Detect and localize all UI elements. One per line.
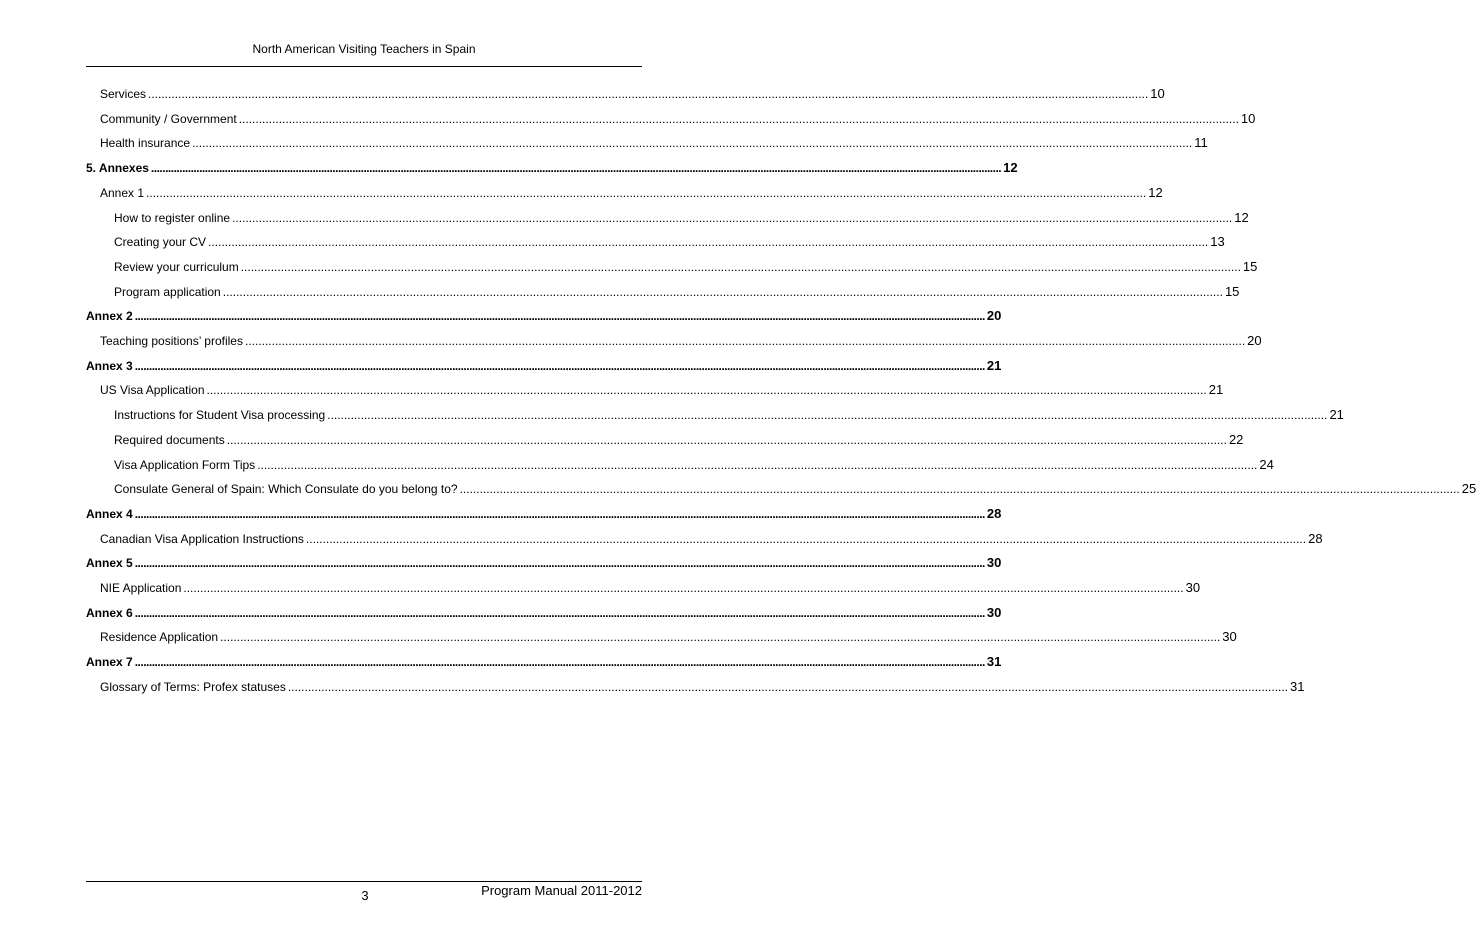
toc-entry[interactable] [86, 505, 1002, 526]
toc-entry-page: 31 [986, 654, 1002, 670]
toc-entry-label: Community / Government [100, 111, 237, 126]
toc-entry-label: US Visa Application [100, 383, 205, 398]
toc-dot-leader: ............................................................................................................................................................................................................................................................................................................ [222, 284, 1223, 299]
toc-entry-page: 15 [1242, 258, 1258, 274]
toc-dot-leader: ............................................................................................................................................................................................................................................................................................................ [232, 210, 1233, 225]
toc-entry[interactable] [86, 110, 1256, 131]
toc-entry-label: Annex 1 [100, 185, 145, 200]
toc-dot-leader: ............................................................................................................................................................................................................................................................................................................ [287, 679, 1289, 694]
toc-entry[interactable] [86, 308, 1002, 328]
toc-dot-leader: ............................................................................................................................................................................................................................................................................................................ [257, 457, 1258, 472]
toc-entry-label: Residence Application [100, 630, 219, 645]
toc-dot-leader: ............................................................................................................................................................................................................................................................................................................ [146, 185, 1147, 200]
header-rule [86, 66, 642, 67]
toc-dot-leader: ............................................................................................................................................................................................................................................................................................................ [238, 111, 1239, 126]
toc-dot-leader: ............................................................................................................................................................................................................................................................................................................ [134, 605, 985, 620]
toc-entry-page: 10 [1240, 110, 1256, 126]
toc-entry-page: 21 [986, 357, 1002, 373]
toc-entry-page: 15 [1224, 283, 1240, 299]
toc-entry-label: Creating your CV [114, 235, 207, 250]
toc-dot-leader: ............................................................................................................................................................................................................................................................................................................ [459, 482, 1460, 497]
toc-dot-leader: ............................................................................................................................................................................................................................................................................................................ [226, 432, 1227, 447]
toc-entry[interactable] [86, 629, 1237, 649]
toc-entry[interactable] [86, 382, 1224, 402]
toc-entry[interactable] [86, 530, 1323, 551]
toc-entry-page: 30 [1185, 580, 1201, 595]
toc-dot-leader: ............................................................................................................................................................................................................................................................................................................ [134, 309, 985, 324]
toc-entry-label: Annex 7 [86, 655, 133, 670]
toc-entry-page: 25 [1461, 481, 1476, 497]
toc-entry[interactable] [86, 431, 1244, 452]
toc-entry-label: Visa Application Form Tips [114, 457, 256, 472]
toc-dot-leader: ............................................................................................................................................................................................................................................................................................................ [327, 408, 1328, 423]
toc-entry-label: Annex 5 [86, 556, 133, 571]
toc-entry-page: 11 [1194, 135, 1208, 151]
toc-entry[interactable] [86, 283, 1240, 304]
toc-entry[interactable] [86, 234, 1225, 254]
toc-dot-leader: ............................................................................................................................................................................................................................................................................................................ [220, 630, 1221, 645]
toc-entry-label: Review your curriculum [114, 259, 239, 274]
toc-entry-label: Annex 6 [86, 605, 133, 620]
toc-dot-leader: ............................................................................................................................................................................................................................................................................................................ [208, 235, 1209, 250]
toc-entry-label: Annex 3 [86, 358, 133, 373]
toc-entry[interactable] [86, 86, 1165, 106]
toc-entry-label: Canadian Visa Application Instructions [100, 531, 304, 546]
toc-entry-label: 5. Annexes [86, 161, 149, 176]
toc-entry-label: Glossary of Terms: Profex statuses [100, 679, 286, 694]
toc-entry-page: 13 [1210, 234, 1225, 250]
page-number: 3 [361, 888, 369, 903]
toc-dot-leader: ............................................................................................................................................................................................................................................................................................................ [134, 506, 985, 521]
toc-entry[interactable] [86, 160, 1018, 180]
toc-entry-page: 20 [986, 308, 1002, 324]
toc-entry-label: How to register online [114, 210, 231, 225]
toc-entry-label: Program application [114, 284, 221, 299]
toc-entry-page: 12 [1234, 209, 1249, 225]
toc-entry[interactable] [86, 678, 1305, 699]
toc-dot-leader: ............................................................................................................................................................................................................................................................................................................ [134, 556, 985, 571]
toc-entry-label: Teaching positions’ profiles [100, 334, 243, 348]
toc-entry-page: 28 [986, 505, 1002, 521]
toc-entry-label: Health insurance [100, 136, 191, 151]
toc-entry-page: 10 [1150, 86, 1165, 101]
toc-entry[interactable] [86, 258, 1258, 279]
toc-entry-page: 30 [986, 555, 1002, 571]
toc-entry[interactable] [86, 456, 1274, 477]
footer-manual-title: Program Manual 2011-2012 [481, 883, 642, 898]
toc-entry[interactable] [86, 580, 1201, 600]
toc-entry-page: 22 [1228, 431, 1244, 447]
toc-entry-page: 21 [1329, 407, 1344, 423]
toc-dot-leader: ............................................................................................................................................................................................................................................................................................................ [134, 655, 985, 670]
toc-dot-leader: ............................................................................................................................................................................................................................................................................................................ [148, 87, 1149, 101]
running-header: North American Visiting Teachers in Spain [252, 42, 476, 56]
toc-entry[interactable] [86, 654, 1002, 674]
toc-entry-page: 12 [1003, 160, 1018, 176]
toc-dot-leader: ............................................................................................................................................................................................................................................................................................................ [183, 581, 1184, 595]
toc-entry-page: 30 [986, 604, 1002, 620]
toc-entry-page: 28 [1308, 530, 1323, 546]
toc-entry[interactable] [86, 604, 1002, 625]
toc-entry-label: Consulate General of Spain: Which Consulate do you belong to? [114, 482, 458, 497]
toc-entry-page: 31 [1290, 678, 1305, 694]
toc-entry-page: 12 [1148, 184, 1163, 200]
toc-entry[interactable] [86, 555, 1002, 575]
toc-entry-page: 24 [1259, 456, 1274, 472]
toc-entry[interactable] [86, 407, 1344, 427]
toc-entry-label: NIE Application [100, 581, 182, 595]
toc-entry[interactable] [86, 481, 1476, 501]
toc-entry[interactable] [86, 184, 1163, 205]
toc-entry[interactable] [86, 209, 1249, 230]
toc-entry[interactable] [86, 357, 1002, 378]
toc-entry-label: Required documents [114, 432, 225, 447]
toc-dot-leader: ............................................................................................................................................................................................................................................................................................................ [240, 259, 1241, 274]
toc-dot-leader: ............................................................................................................................................................................................................................................................................................................ [192, 136, 1193, 151]
toc-entry[interactable] [86, 135, 1208, 155]
toc-dot-leader: ............................................................................................................................................................................................................................................................................................................ [206, 383, 1207, 398]
toc-entry[interactable] [86, 333, 1262, 353]
toc-entry-page: 21 [1208, 382, 1224, 398]
toc-entry-label: Annex 2 [86, 309, 133, 324]
toc-dot-leader: ............................................................................................................................................................................................................................................................................................................ [305, 531, 1307, 546]
toc-entry-page: 20 [1247, 333, 1262, 348]
toc-dot-leader: ............................................................................................................................................................................................................................................................................................................ [134, 358, 985, 373]
toc-entry-page: 30 [1222, 629, 1237, 645]
toc-dot-leader: ............................................................................................................................................................................................................................................................................................................ [150, 161, 1002, 176]
footer-rule [86, 881, 642, 882]
toc-entry-label: Instructions for Student Visa processing [114, 408, 326, 423]
toc-entry-label: Annex 4 [86, 506, 133, 521]
toc-entry-label: Services [100, 87, 147, 101]
toc-dot-leader: ............................................................................................................................................................................................................................................................................................................ [244, 334, 1246, 348]
